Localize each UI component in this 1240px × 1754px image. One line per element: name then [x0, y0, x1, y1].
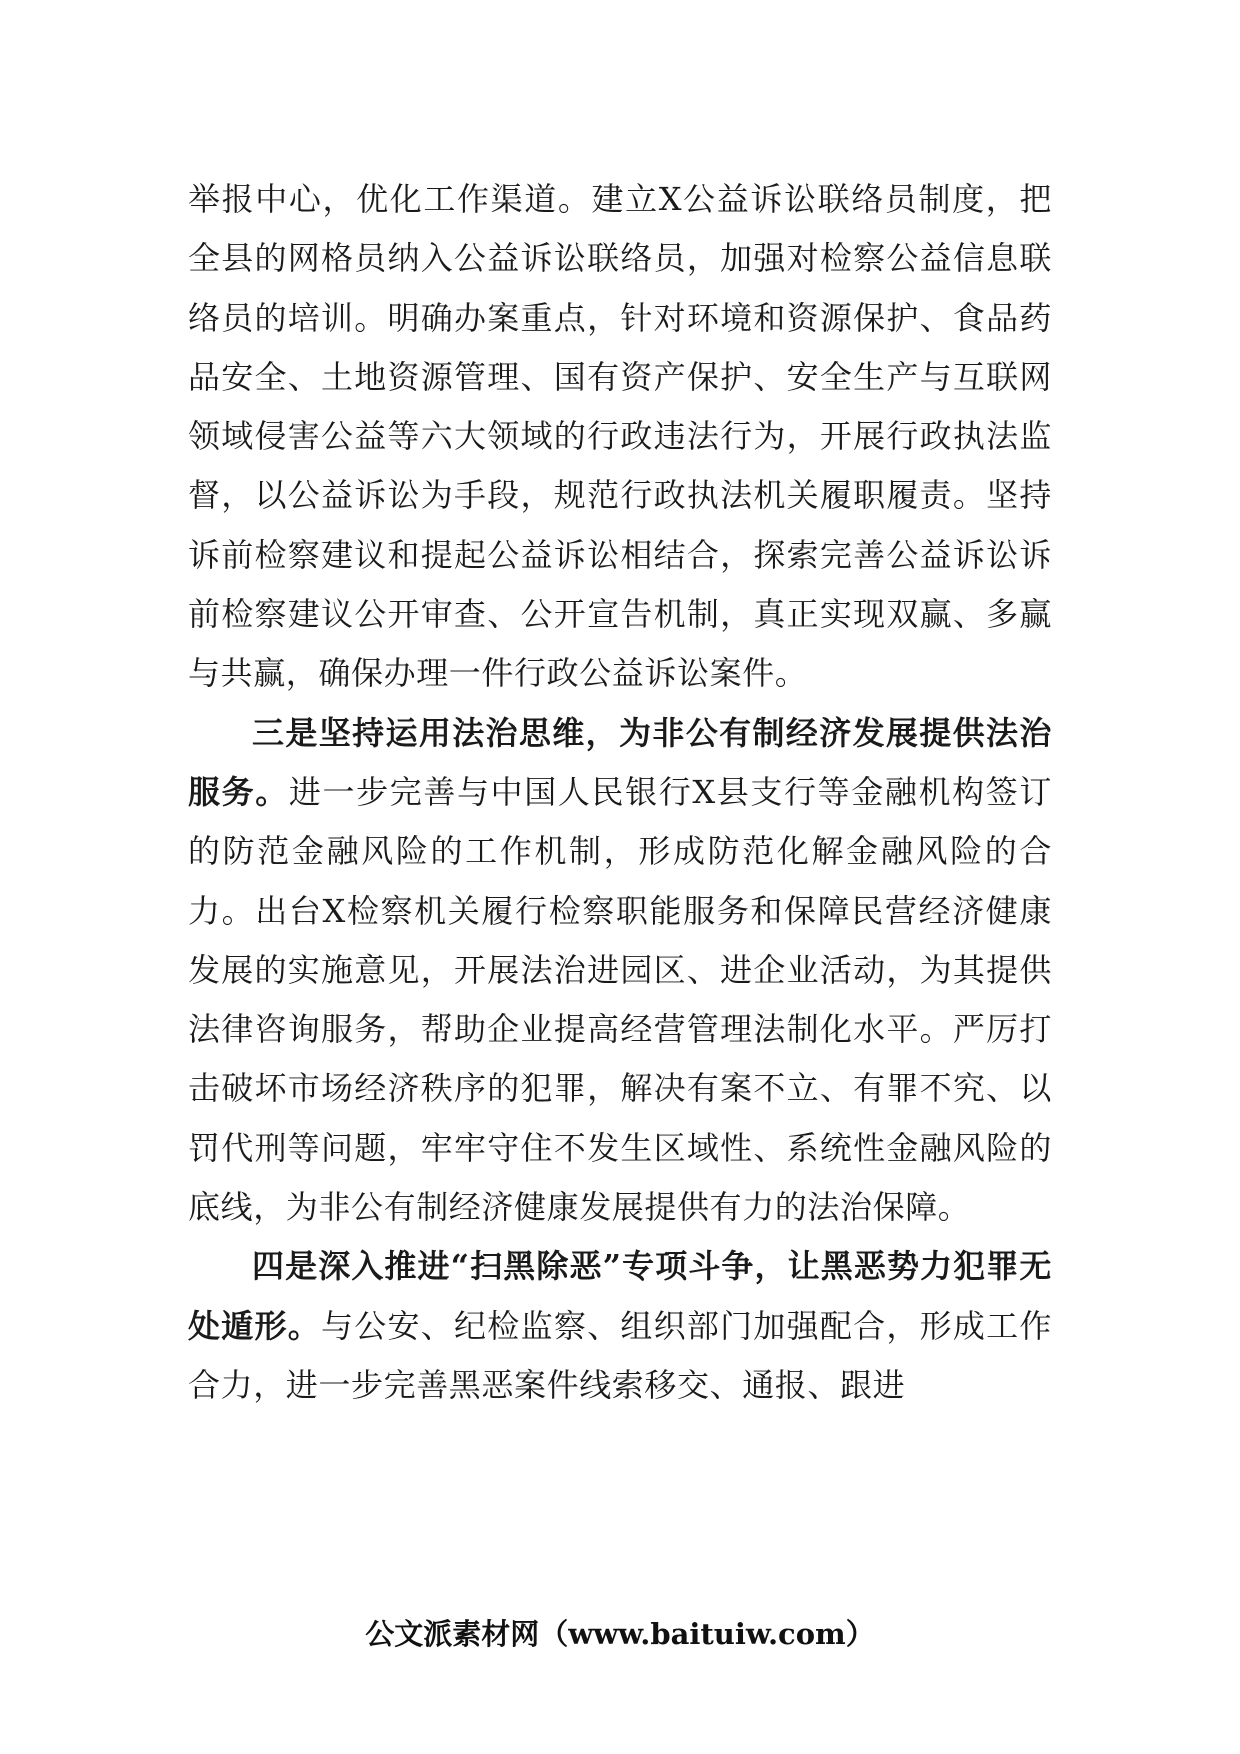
footer-watermark: 公文派素材网（www.baituiw.com）	[365, 1617, 875, 1651]
paragraph-continuation	[188, 170, 1052, 704]
paragraph-lead: 四是深入推进“扫黑除恶”专项斗争，让黑恶势力犯罪无处遁形。	[188, 1247, 1052, 1345]
paragraph-section-three	[188, 704, 1052, 1238]
paragraph-section-four	[188, 1237, 1052, 1415]
body-text	[188, 170, 1052, 1415]
paragraph-lead: 三是坚持运用法治思维，为非公有制经济发展提供法治服务。	[188, 713, 1052, 811]
paragraph-text: 举报中心，优化工作渠道。建立X公益诉讼联络员制度，把全县的网格员纳入公益诉讼联络员，加强对检察公益信息联络员的培训。明确办案重点，针对环境和资源保护、食品药品安全、土地资源管理、国有资产保护、安全生产与互联网领域侵害公益等六大领域的行政违法行为，开展行政执法监督，以公益诉讼为手段，规范行政执法机关履职履责。坚持诉前检察建议和提起公益诉讼相结合，探索完善公益诉讼诉前检察建议公开审查、公开宣告机制，真正实现双赢、多赢与共赢，确保办理一件行政公益诉讼案件。	[188, 180, 1052, 693]
paragraph-text: 与公安、纪检监察、组织部门加强配合，形成工作合力，进一步完善黑恶案件线索移交、通报、跟进	[188, 1306, 1053, 1404]
paragraph-text: 进一步完善与中国人民银行X县支行等金融机构签订的防范金融风险的工作机制，形成防范化解金融风险的合力。出台X检察机关履行检察职能服务和保障民营经济健康发展的实施意见，开展法治进园区、进企业活动，为其提供法律咨询服务，帮助企业提高经营管理法制化水平。严厉打击破坏市场经济秩序的犯罪，解决有案不立、有罪不究、以罚代刑等问题，牢牢守住不发生区域性、系统性金融风险的底线，为非公有制经济健康发展提供有力的法治保障。	[188, 772, 1052, 1227]
